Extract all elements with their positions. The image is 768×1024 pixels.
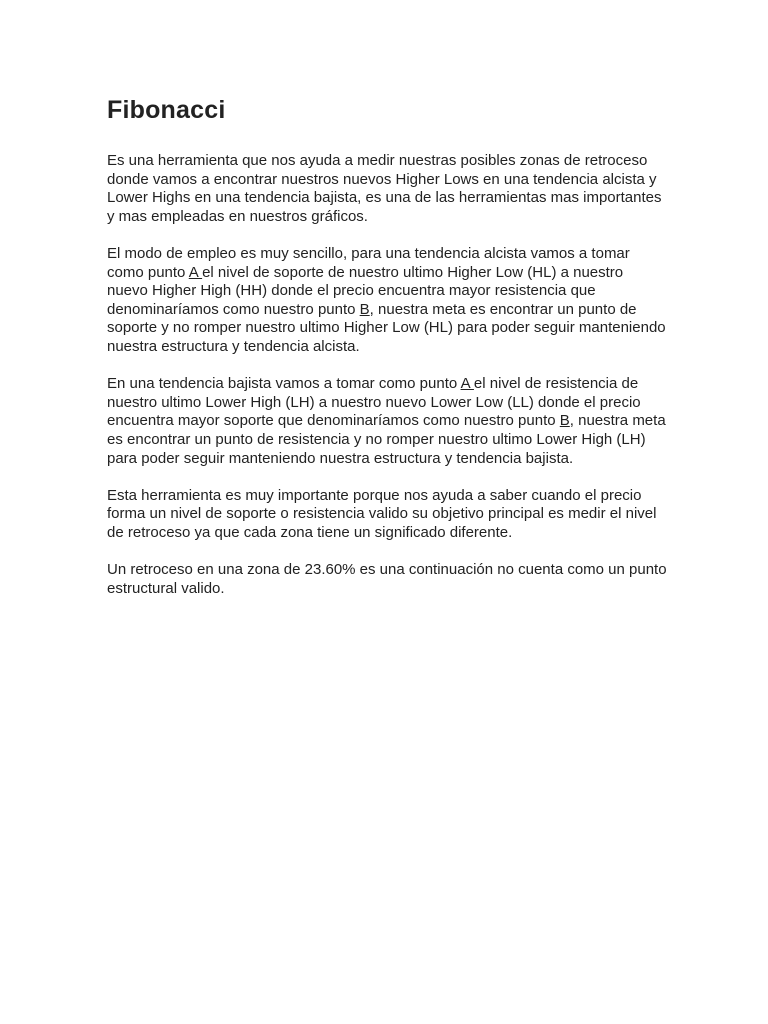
document-title: Fibonacci xyxy=(107,96,226,124)
paragraph-retroceso: Un retroceso en una zona de 23.60% es una continuación no cuenta como un punto estructural valido. xyxy=(107,561,667,597)
paragraph-intro: Es una herramienta que nos ayuda a medir nuestras posibles zonas de retroceso donde vamos a encontrar nuestros nuevos Higher Lows en una tendencia alcista y Lower Highs en una tendencia bajista, es una de las herramientas mas importantes y mas empleadas en nuestros gráficos. xyxy=(107,152,662,225)
paragraph-alcista xyxy=(107,245,667,357)
document-page xyxy=(107,94,667,617)
paragraph-alcista-text-2: el nivel de soporte de nuestro ultimo Higher Low (HL) a nuestro nuevo Higher High (HH) donde el precio encuentra mayor resistencia que denominaríamos como nuestro punto xyxy=(107,263,624,318)
paragraph-alcista-text-3: , nuestra meta es encontrar un punto de soporte y no romper nuestro ultimo Higher Low (HL) para poder seguir manteniendo nuestra estructura y tendencia alcista. xyxy=(107,300,666,355)
point-a-label: A xyxy=(460,375,474,393)
point-b-label: B xyxy=(559,412,570,430)
paragraph-importance: Esta herramienta es muy importante porque nos ayuda a saber cuando el precio forma un nivel de soporte o resistencia valido su objetivo principal es medir el nivel de retroceso ya que cada zona tiene un significado diferente. xyxy=(107,486,657,541)
point-a-label: A xyxy=(188,263,203,281)
paragraph-alcista-text-1: El modo de empleo es muy sencillo, para una tendencia alcista vamos a tomar como punto xyxy=(107,244,630,281)
paragraph-bajista xyxy=(107,375,667,468)
paragraph-bajista-text-2: el nivel de resistencia de nuestro ultimo Lower High (LH) a nuestro nuevo Lower Low (LL) donde el precio encuentra mayor soporte que denominaríamos como nuestro punto xyxy=(107,375,641,430)
paragraph-bajista-text-1: En una tendencia bajista vamos a tomar como punto xyxy=(107,375,461,393)
paragraph-bajista-text-3: , nuestra meta es encontrar un punto de resistencia y no romper nuestro ultimo Lower High (LH) para poder seguir manteniendo nuestra estructura y tendencia bajista. xyxy=(107,412,666,467)
point-b-label: B xyxy=(359,300,370,318)
